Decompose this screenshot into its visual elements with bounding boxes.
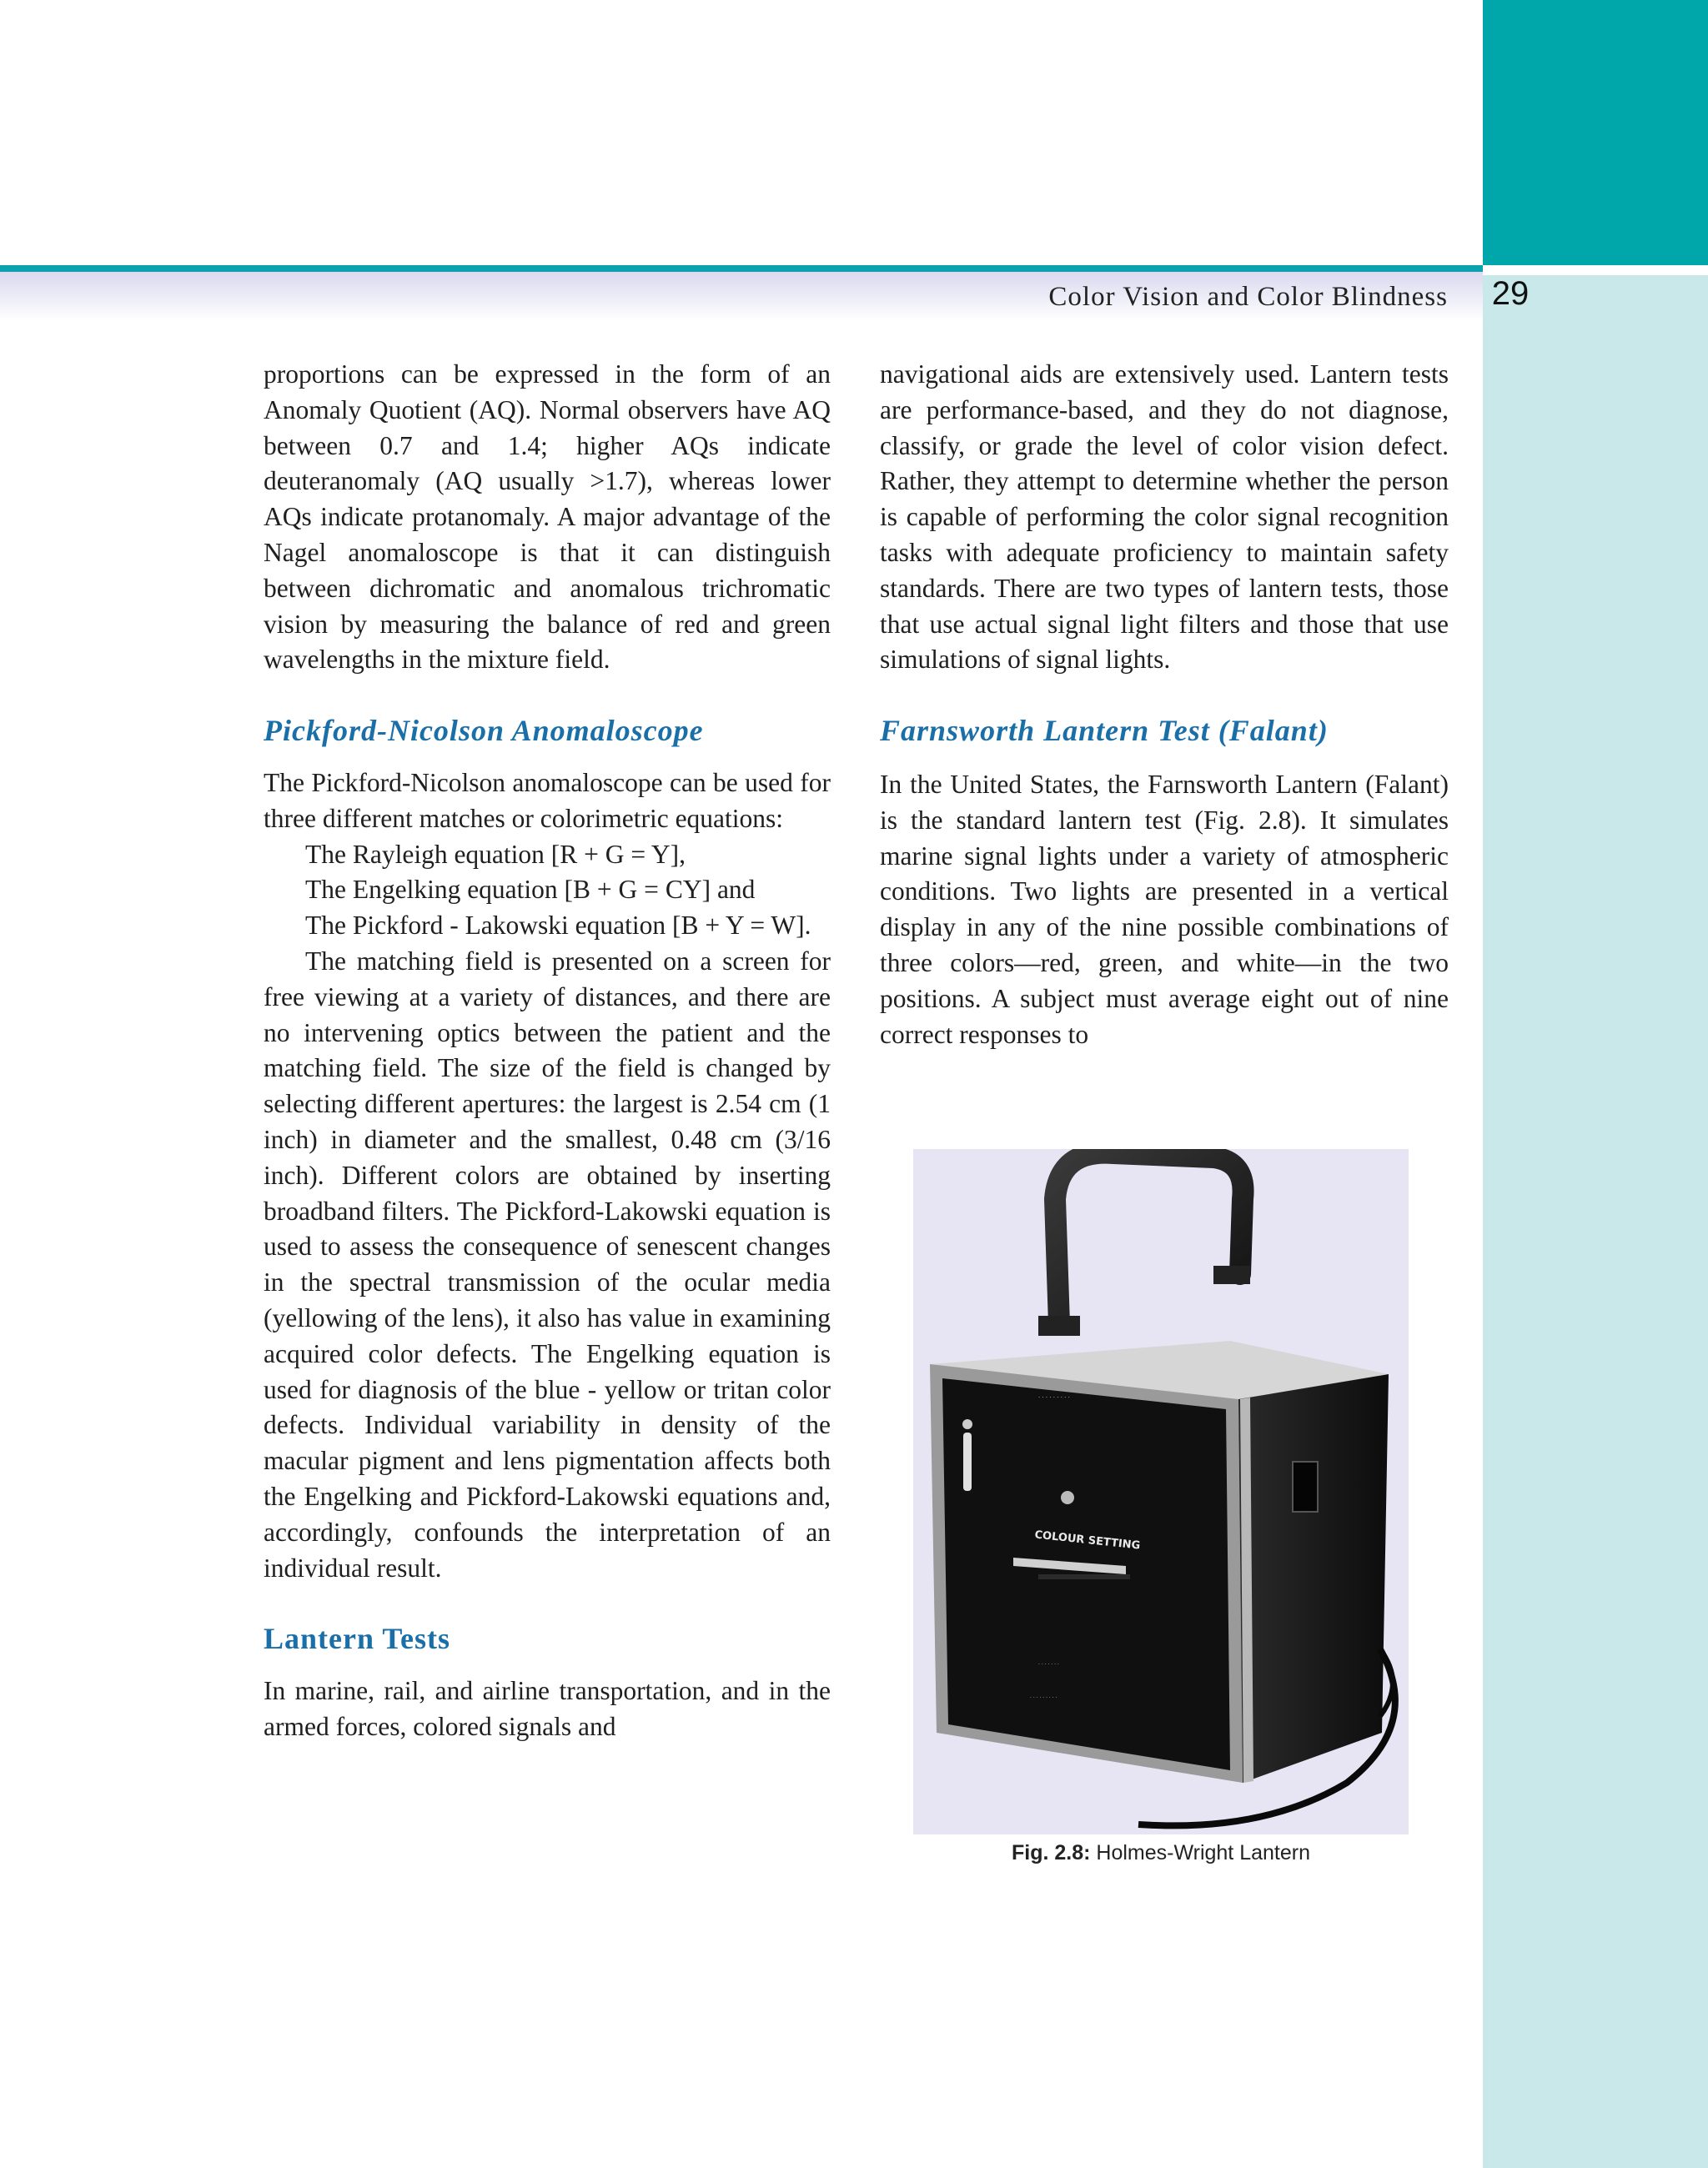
equation-line: The Pickford - Lakowski equation [B + Y = W].: [305, 911, 811, 941]
svg-text:· · · · · · ·: · · · · · · ·: [1038, 1662, 1059, 1668]
figure-label: Fig. 2.8:: [1011, 1841, 1091, 1864]
paragraph: The matching field is presented on a screen for free viewing at a variety of distances, and there are no intervening optics between the patient and the matching field. The size of the field is changed by selecting different apertures: the largest is 2.54 cm (1 inch) in diameter and the smallest, 0.48 cm (3/16 inch). Different colors are obtained by inserting broadband filters. The Pickford-Lakowski equation is used to assess the consequence of senescent changes in the spectral transmission of the ocular media (yellowing of the lens), it also has value in examining acquired color defects. The Engelking equation is used for diagnosis of the blue - yellow or tritan color defects. Individual variability in density of the macular pigment and lens pigmentation affects both the Engelking and Pickford-Lakowski equations and, accordingly, confounds the interpretation of an individual result.: [264, 946, 831, 1583]
side-tab-top: [1483, 0, 1708, 265]
left-column: [264, 357, 831, 1745]
device-panel-label: COLOUR SETTING: [1033, 1528, 1141, 1553]
section-heading: Lantern Tests: [264, 1622, 451, 1656]
lantern-illustration: [913, 1149, 1409, 1834]
paragraph: proportions can be expressed in the form of an Anomaly Quotient (AQ). Normal observers have AQ between 0.7 and 1.4; higher AQs indicate deuteranomaly (AQ usually >1.7), whereas lower AQs indicate protanomaly. A major advantage of the Nagel anomaloscope is that it can distinguish between dichromatic and anomalous trichromatic vision by measuring the balance of red and green wavelengths in the mixture field.: [264, 359, 831, 675]
paragraph: In the United States, the Farnsworth Lantern (Falant) is the standard lantern test (Fig. 2.8). It simulates marine signal lights under a variety of atmospheric conditions. Two lights are presented in a vertical display in any of the nine possible combinations of three colors—red, green, and white—in the two positions. A subject must average eight out of nine correct responses to: [880, 769, 1449, 1049]
page-number: 29: [1491, 275, 1530, 312]
figure-caption: [913, 1841, 1409, 1865]
equation-line: The Engelking equation [B + G = CY] and: [305, 875, 756, 905]
svg-text:· · · · · · · · ·: · · · · · · · · ·: [1030, 1695, 1057, 1701]
section-heading: Pickford-Nicolson Anomaloscope: [264, 714, 704, 748]
right-column: [880, 357, 1449, 1052]
lantern-photo: [913, 1149, 1409, 1834]
side-margin-band: [1483, 275, 1708, 2168]
equation-line: The Rayleigh equation [R + G = Y],: [305, 839, 686, 869]
header-rule: [0, 265, 1483, 272]
figure-caption-text: Holmes-Wright Lantern: [1096, 1841, 1310, 1864]
svg-text:· · · · · · · · ·: · · · · · · · · ·: [1038, 1394, 1070, 1401]
running-head: Color Vision and Color Blindness: [1048, 282, 1448, 312]
paragraph: navigational aids are extensively used. Lantern tests are performance-based, and they do not diagnose, classify, or grade the level of color vision defect. Rather, they attempt to determine whether the person is capable of performing the color signal recognition tasks with adequate proficiency to maintain safety standards. There are two types of lantern tests, those that use actual signal light filters and those that use simulations of signal lights.: [880, 359, 1449, 675]
paragraph: The Pickford-Nicolson anomaloscope can be used for three different matches or colorimetric equations:: [264, 767, 831, 833]
section-heading: Farnsworth Lantern Test (Falant): [880, 714, 1329, 748]
paragraph: In marine, rail, and airline transportation, and in the armed forces, colored signals and: [264, 1676, 831, 1741]
